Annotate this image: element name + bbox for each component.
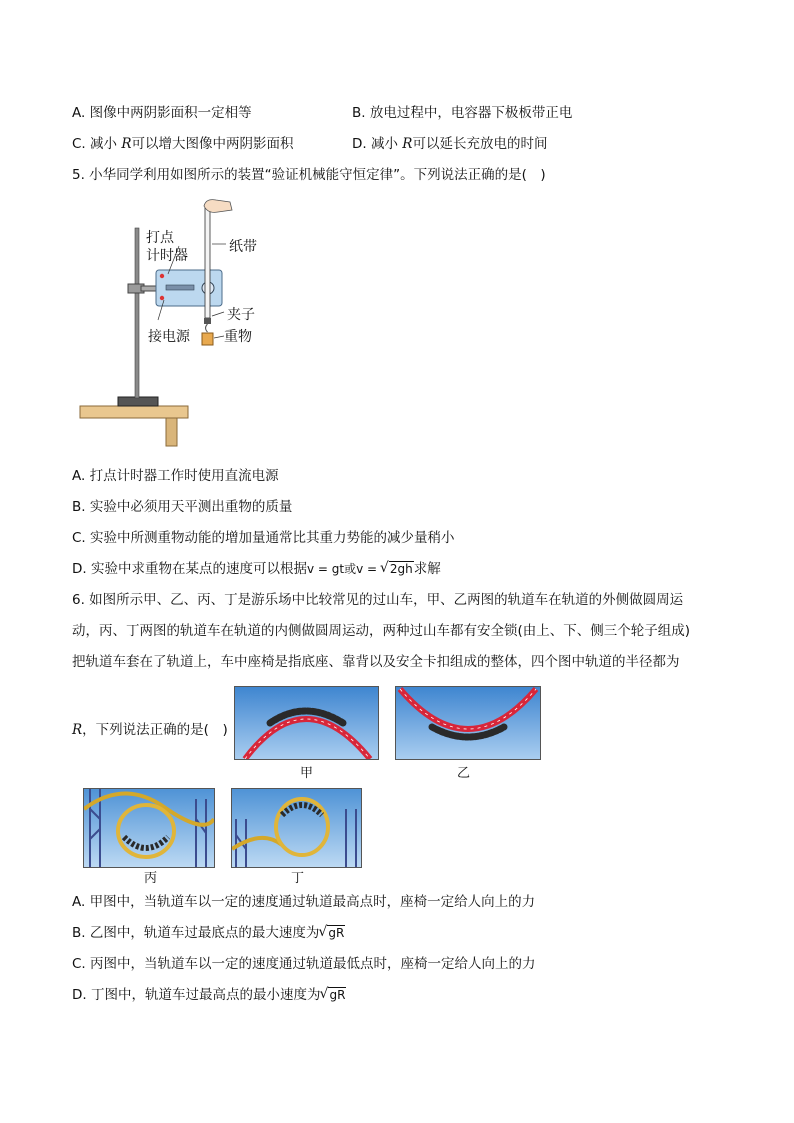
leader-clip — [212, 312, 224, 316]
q4-option-c-text: C. 减小 — [72, 136, 122, 152]
q6-stem-line1: 6. 如图所示甲、乙、丙、丁是游乐场中比较常见的过山车，甲、乙两图的轨道车在轨道的外侧做圆周运 — [72, 592, 684, 608]
q4-option-d-text-2: 可以延长充放电的时间 — [412, 136, 548, 152]
stand-base — [118, 397, 158, 406]
q4-option-c-var: R — [121, 136, 132, 152]
q4-option-d-var: R — [402, 136, 413, 152]
q6-stem-line4-text: ，下列说法正确的是( ) — [82, 722, 228, 738]
q6-option-b-sqrt — [320, 923, 345, 943]
q6-stem-line4 — [72, 720, 228, 740]
q6-option-d-radicand: gR — [329, 988, 346, 1002]
clip — [204, 318, 211, 324]
q5-option-d-radicand: 2gh — [389, 562, 413, 576]
label-jishiqi: 计时器 — [146, 248, 188, 264]
q4-option-d-text: D. 减小 — [352, 136, 403, 152]
timer-terminal-1 — [160, 274, 164, 278]
label-jiazi: 夹子 — [227, 307, 255, 323]
q6-option-a: A. 甲图中，当轨道车以一定的速度通过轨道最高点时，座椅一定给人向上的力 — [72, 894, 536, 910]
q5-option-d-formula: v = gt或v = — [306, 562, 381, 576]
q6-stem-line2: 动，丙、丁两图的轨道车在轨道的内侧做圆周运动，两种过山车都有安全锁(由上、下、侧三个轮子组成) — [72, 623, 691, 639]
caption-yi: 乙 — [457, 766, 471, 781]
timer-arm — [166, 285, 194, 290]
caption-bing: 丙 — [144, 871, 158, 886]
q5-stem: 5. 小华同学利用如图所示的装置“验证机械能守恒定律”。下列说法正确的是( ) — [72, 167, 546, 183]
photo-ding — [231, 788, 362, 868]
q6-stem-var: R — [72, 722, 83, 738]
q6-option-b — [72, 923, 345, 943]
q4-option-a: A. 图像中两阴影面积一定相等 — [72, 105, 252, 121]
q5-option-a: A. 打点计时器工作时使用直流电源 — [72, 468, 279, 484]
label-zhidai: 纸带 — [229, 239, 257, 255]
photo-ding-svg — [232, 789, 361, 867]
table-leg — [166, 418, 177, 446]
q4-option-b: B. 放电过程中，电容器下极板带正电 — [352, 105, 573, 121]
label-dadian: 打点 — [146, 230, 174, 246]
q6-option-b-text: B. 乙图中，轨道车过最底点的最大速度为 — [72, 925, 320, 941]
q6-option-d — [72, 985, 346, 1005]
photo-yi — [395, 686, 541, 760]
q4-option-c-text-2: 可以增大图像中两阴影面积 — [131, 136, 294, 152]
photo-jia — [234, 686, 379, 760]
q5-option-d-sqrt — [382, 559, 414, 579]
timer-terminal-2 — [160, 296, 164, 300]
q6-option-b-radicand: gR — [328, 926, 345, 940]
photo-jia-svg — [235, 687, 378, 759]
photo-yi-svg — [396, 687, 540, 759]
q4-option-d — [352, 134, 547, 154]
q4-option-c — [72, 134, 293, 154]
caption-ding: 丁 — [291, 871, 305, 886]
photo-bing — [83, 788, 215, 868]
hand-icon — [204, 200, 232, 213]
paper-tape — [205, 208, 210, 318]
hook — [206, 324, 208, 332]
q6-option-d-text: D. 丁图中，轨道车过最高点的最小速度为 — [72, 987, 321, 1003]
caption-jia: 甲 — [300, 766, 314, 781]
weight — [202, 333, 213, 345]
q5-option-b: B. 实验中必须用天平测出重物的质量 — [72, 499, 293, 515]
q5-option-d-text: D. 实验中求重物在某点的速度可以根据 — [72, 561, 307, 577]
q6-option-c: C. 丙图中，当轨道车以一定的速度通过轨道最低点时，座椅一定给人向上的力 — [72, 956, 536, 972]
photo-bing-svg — [84, 789, 214, 867]
leader-weight — [214, 336, 224, 338]
q5-option-d-text-2: 求解 — [413, 561, 441, 577]
q5-option-c: C. 实验中所测重物动能的增加量通常比其重力势能的减少量稍小 — [72, 530, 455, 546]
q5-option-d — [72, 559, 441, 579]
stand-rod — [135, 228, 139, 398]
label-zhongwu: 重物 — [224, 329, 252, 345]
q6-option-d-sqrt — [321, 985, 346, 1005]
table-top — [80, 406, 188, 418]
label-jiedianyuan: 接电源 — [148, 329, 190, 345]
q6-stem-line3: 把轨道车套在了轨道上，车中座椅是指底座、靠背以及安全卡扣组成的整体，四个图中轨道的半径都为 — [72, 654, 680, 670]
